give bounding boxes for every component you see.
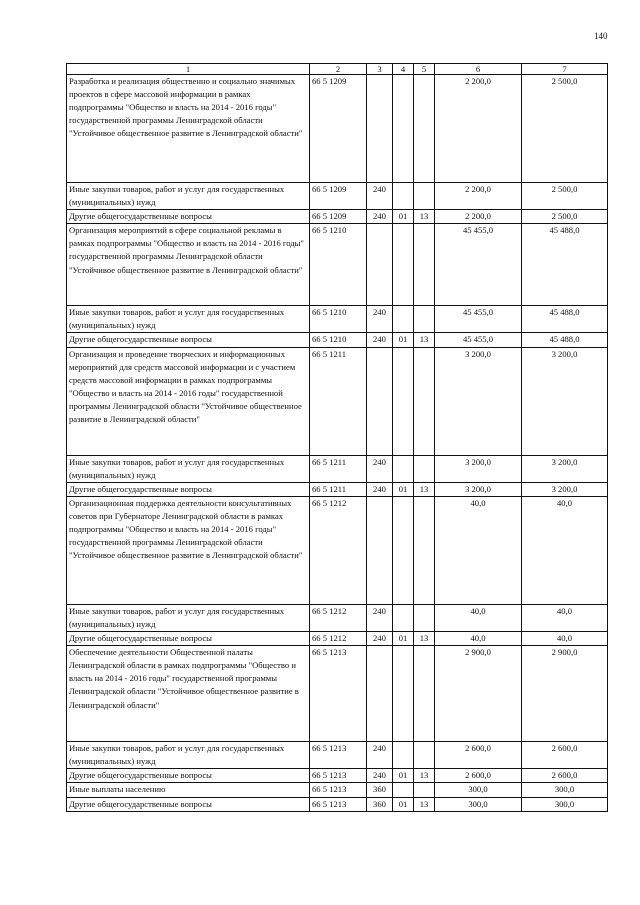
amount-2015: 2 200,0: [435, 183, 522, 210]
amount-2016: 40,0: [522, 496, 608, 604]
section-code: [393, 455, 414, 482]
amount-2015: 300,0: [435, 783, 522, 797]
target-article-code: 66 5 1210: [310, 224, 367, 306]
target-article-code: 66 5 1209: [310, 183, 367, 210]
target-article-code: 66 5 1212: [310, 496, 367, 604]
row-name: Иные закупки товаров, работ и услуг для государственных (муниципальных) нужд: [67, 306, 310, 333]
column-header: 5: [414, 64, 435, 75]
target-article-code: 66 5 1212: [310, 604, 367, 631]
table-row: [67, 742, 608, 769]
row-name: Другие общегосударственные вопросы: [67, 797, 310, 811]
target-article-code: 66 5 1212: [310, 632, 367, 646]
amount-2016: 300,0: [522, 783, 608, 797]
table-row: [67, 183, 608, 210]
expense-type-code: 240: [367, 333, 393, 347]
section-code: [393, 604, 414, 631]
table-row: [67, 496, 608, 604]
amount-2015: 300,0: [435, 797, 522, 811]
table-row: [67, 347, 608, 455]
amount-2015: 2 600,0: [435, 769, 522, 783]
amount-2016: 45 488,0: [522, 306, 608, 333]
amount-2016: 45 488,0: [522, 333, 608, 347]
subsection-code: [414, 742, 435, 769]
row-name: Другие общегосударственные вопросы: [67, 210, 310, 224]
target-article-code: 66 5 1213: [310, 646, 367, 742]
amount-2016: 2 900,0: [522, 646, 608, 742]
expense-type-code: 360: [367, 797, 393, 811]
expense-type-code: 240: [367, 455, 393, 482]
row-name: Организация мероприятий в сфере социальной рекламы в рамках подпрограммы "Общество и власть на 2014 - 2016 годы" государственной программы Ленинградской области "Устойчивое общественное развитие в Ленинградской области": [67, 224, 310, 306]
table-row: [67, 75, 608, 183]
amount-2015: 2 900,0: [435, 646, 522, 742]
section-code: [393, 75, 414, 183]
row-name: Разработка и реализация общественно и социально значимых проектов в сфере массовой информации в рамках подпрограммы "Общество и власть на 2014 - 2016 годы" государственной программы Ленинградской области "Устойчивое общественное развитие в Ленинградской области": [67, 75, 310, 183]
subsection-code: [414, 455, 435, 482]
amount-2016: 2 500,0: [522, 183, 608, 210]
subsection-code: [414, 604, 435, 631]
amount-2015: 3 200,0: [435, 455, 522, 482]
expense-type-code: [367, 347, 393, 455]
section-code: [393, 224, 414, 306]
target-article-code: 66 5 1209: [310, 75, 367, 183]
column-header: 4: [393, 64, 414, 75]
expense-type-code: 240: [367, 306, 393, 333]
section-code: 01: [393, 632, 414, 646]
amount-2015: 3 200,0: [435, 482, 522, 496]
expense-type-code: 240: [367, 769, 393, 783]
table-row: [67, 455, 608, 482]
subsection-code: 13: [414, 482, 435, 496]
column-header: 1: [67, 64, 310, 75]
subsection-code: [414, 183, 435, 210]
section-code: 01: [393, 797, 414, 811]
amount-2016: 3 200,0: [522, 455, 608, 482]
amount-2015: 40,0: [435, 496, 522, 604]
row-name: Организационная поддержка деятельности консультативных советов при Губернаторе Ленинградской области в рамках подпрограммы "Общество и власть на 2014 - 2016 годы" государственной программы Ленинградской области "Устойчивое общественное развитие в Ленинградской области": [67, 496, 310, 604]
amount-2015: 3 200,0: [435, 347, 522, 455]
column-number-row: [67, 64, 608, 75]
section-code: 01: [393, 482, 414, 496]
expense-type-code: 240: [367, 632, 393, 646]
section-code: [393, 183, 414, 210]
expense-type-code: [367, 646, 393, 742]
target-article-code: 66 5 1211: [310, 455, 367, 482]
section-code: [393, 347, 414, 455]
table-row: [67, 783, 608, 797]
expense-type-code: 360: [367, 783, 393, 797]
row-name: Другие общегосударственные вопросы: [67, 482, 310, 496]
subsection-code: [414, 306, 435, 333]
row-name: Другие общегосударственные вопросы: [67, 769, 310, 783]
column-header: 7: [522, 64, 608, 75]
amount-2015: 2 200,0: [435, 210, 522, 224]
expense-type-code: 240: [367, 604, 393, 631]
amount-2016: 300,0: [522, 797, 608, 811]
expense-type-code: 240: [367, 210, 393, 224]
expense-type-code: 240: [367, 742, 393, 769]
section-code: [393, 646, 414, 742]
target-article-code: 66 5 1211: [310, 347, 367, 455]
subsection-code: 13: [414, 333, 435, 347]
row-name: Другие общегосударственные вопросы: [67, 632, 310, 646]
amount-2015: 45 455,0: [435, 306, 522, 333]
subsection-code: 13: [414, 632, 435, 646]
row-name: Иные закупки товаров, работ и услуг для государственных (муниципальных) нужд: [67, 742, 310, 769]
amount-2016: 2 500,0: [522, 75, 608, 183]
amount-2015: 40,0: [435, 632, 522, 646]
amount-2016: 3 200,0: [522, 347, 608, 455]
table-row: [67, 333, 608, 347]
table-row: [67, 604, 608, 631]
budget-table: [66, 63, 608, 812]
expense-type-code: [367, 224, 393, 306]
amount-2016: 3 200,0: [522, 482, 608, 496]
expense-type-code: [367, 75, 393, 183]
amount-2016: 2 600,0: [522, 769, 608, 783]
subsection-code: 13: [414, 769, 435, 783]
amount-2015: 45 455,0: [435, 224, 522, 306]
section-code: [393, 496, 414, 604]
page-number: 140: [594, 31, 608, 41]
section-code: [393, 742, 414, 769]
expense-type-code: 240: [367, 482, 393, 496]
target-article-code: 66 5 1210: [310, 333, 367, 347]
section-code: [393, 783, 414, 797]
table-row: [67, 797, 608, 811]
subsection-code: [414, 347, 435, 455]
amount-2016: 2 600,0: [522, 742, 608, 769]
table-row: [67, 224, 608, 306]
table-row: [67, 482, 608, 496]
amount-2016: 40,0: [522, 604, 608, 631]
subsection-code: [414, 224, 435, 306]
subsection-code: [414, 496, 435, 604]
target-article-code: 66 5 1210: [310, 306, 367, 333]
row-name: Иные закупки товаров, работ и услуг для государственных (муниципальных) нужд: [67, 183, 310, 210]
subsection-code: 13: [414, 797, 435, 811]
column-header: 2: [310, 64, 367, 75]
section-code: [393, 306, 414, 333]
column-header: 6: [435, 64, 522, 75]
column-header: 3: [367, 64, 393, 75]
target-article-code: 66 5 1213: [310, 783, 367, 797]
row-name: Другие общегосударственные вопросы: [67, 333, 310, 347]
amount-2015: 45 455,0: [435, 333, 522, 347]
section-code: 01: [393, 769, 414, 783]
target-article-code: 66 5 1209: [310, 210, 367, 224]
amount-2015: 40,0: [435, 604, 522, 631]
target-article-code: 66 5 1213: [310, 797, 367, 811]
table-row: [67, 632, 608, 646]
row-name: Обеспечение деятельности Общественной палаты Ленинградской области в рамках подпрограммы "Общество и власть на 2014 - 2016 годы" государственной программы Ленинградской области "Устойчивое общественное развитие в Ленинградской области": [67, 646, 310, 742]
section-code: 01: [393, 210, 414, 224]
row-name: Организация и проведение творческих и информационных мероприятий для средств массовой информации и с участием средств массовой информации в рамках подпрограммы "Общество и власть на 2014 - 2016 годы" государственной программы Ленинградской области "Устойчивое общественное развитие в Ленинградской области": [67, 347, 310, 455]
amount-2015: 2 600,0: [435, 742, 522, 769]
expense-type-code: 240: [367, 183, 393, 210]
subsection-code: 13: [414, 210, 435, 224]
table-row: [67, 769, 608, 783]
amount-2016: 2 500,0: [522, 210, 608, 224]
section-code: 01: [393, 333, 414, 347]
amount-2016: 45 488,0: [522, 224, 608, 306]
target-article-code: 66 5 1213: [310, 769, 367, 783]
table-row: [67, 646, 608, 742]
row-name: Иные закупки товаров, работ и услуг для государственных (муниципальных) нужд: [67, 604, 310, 631]
amount-2015: 2 200,0: [435, 75, 522, 183]
amount-2016: 40,0: [522, 632, 608, 646]
subsection-code: [414, 783, 435, 797]
row-name: Иные закупки товаров, работ и услуг для государственных (муниципальных) нужд: [67, 455, 310, 482]
subsection-code: [414, 646, 435, 742]
subsection-code: [414, 75, 435, 183]
expense-type-code: [367, 496, 393, 604]
row-name: Иные выплаты населению: [67, 783, 310, 797]
table-row: [67, 306, 608, 333]
target-article-code: 66 5 1211: [310, 482, 367, 496]
table-row: [67, 210, 608, 224]
target-article-code: 66 5 1213: [310, 742, 367, 769]
